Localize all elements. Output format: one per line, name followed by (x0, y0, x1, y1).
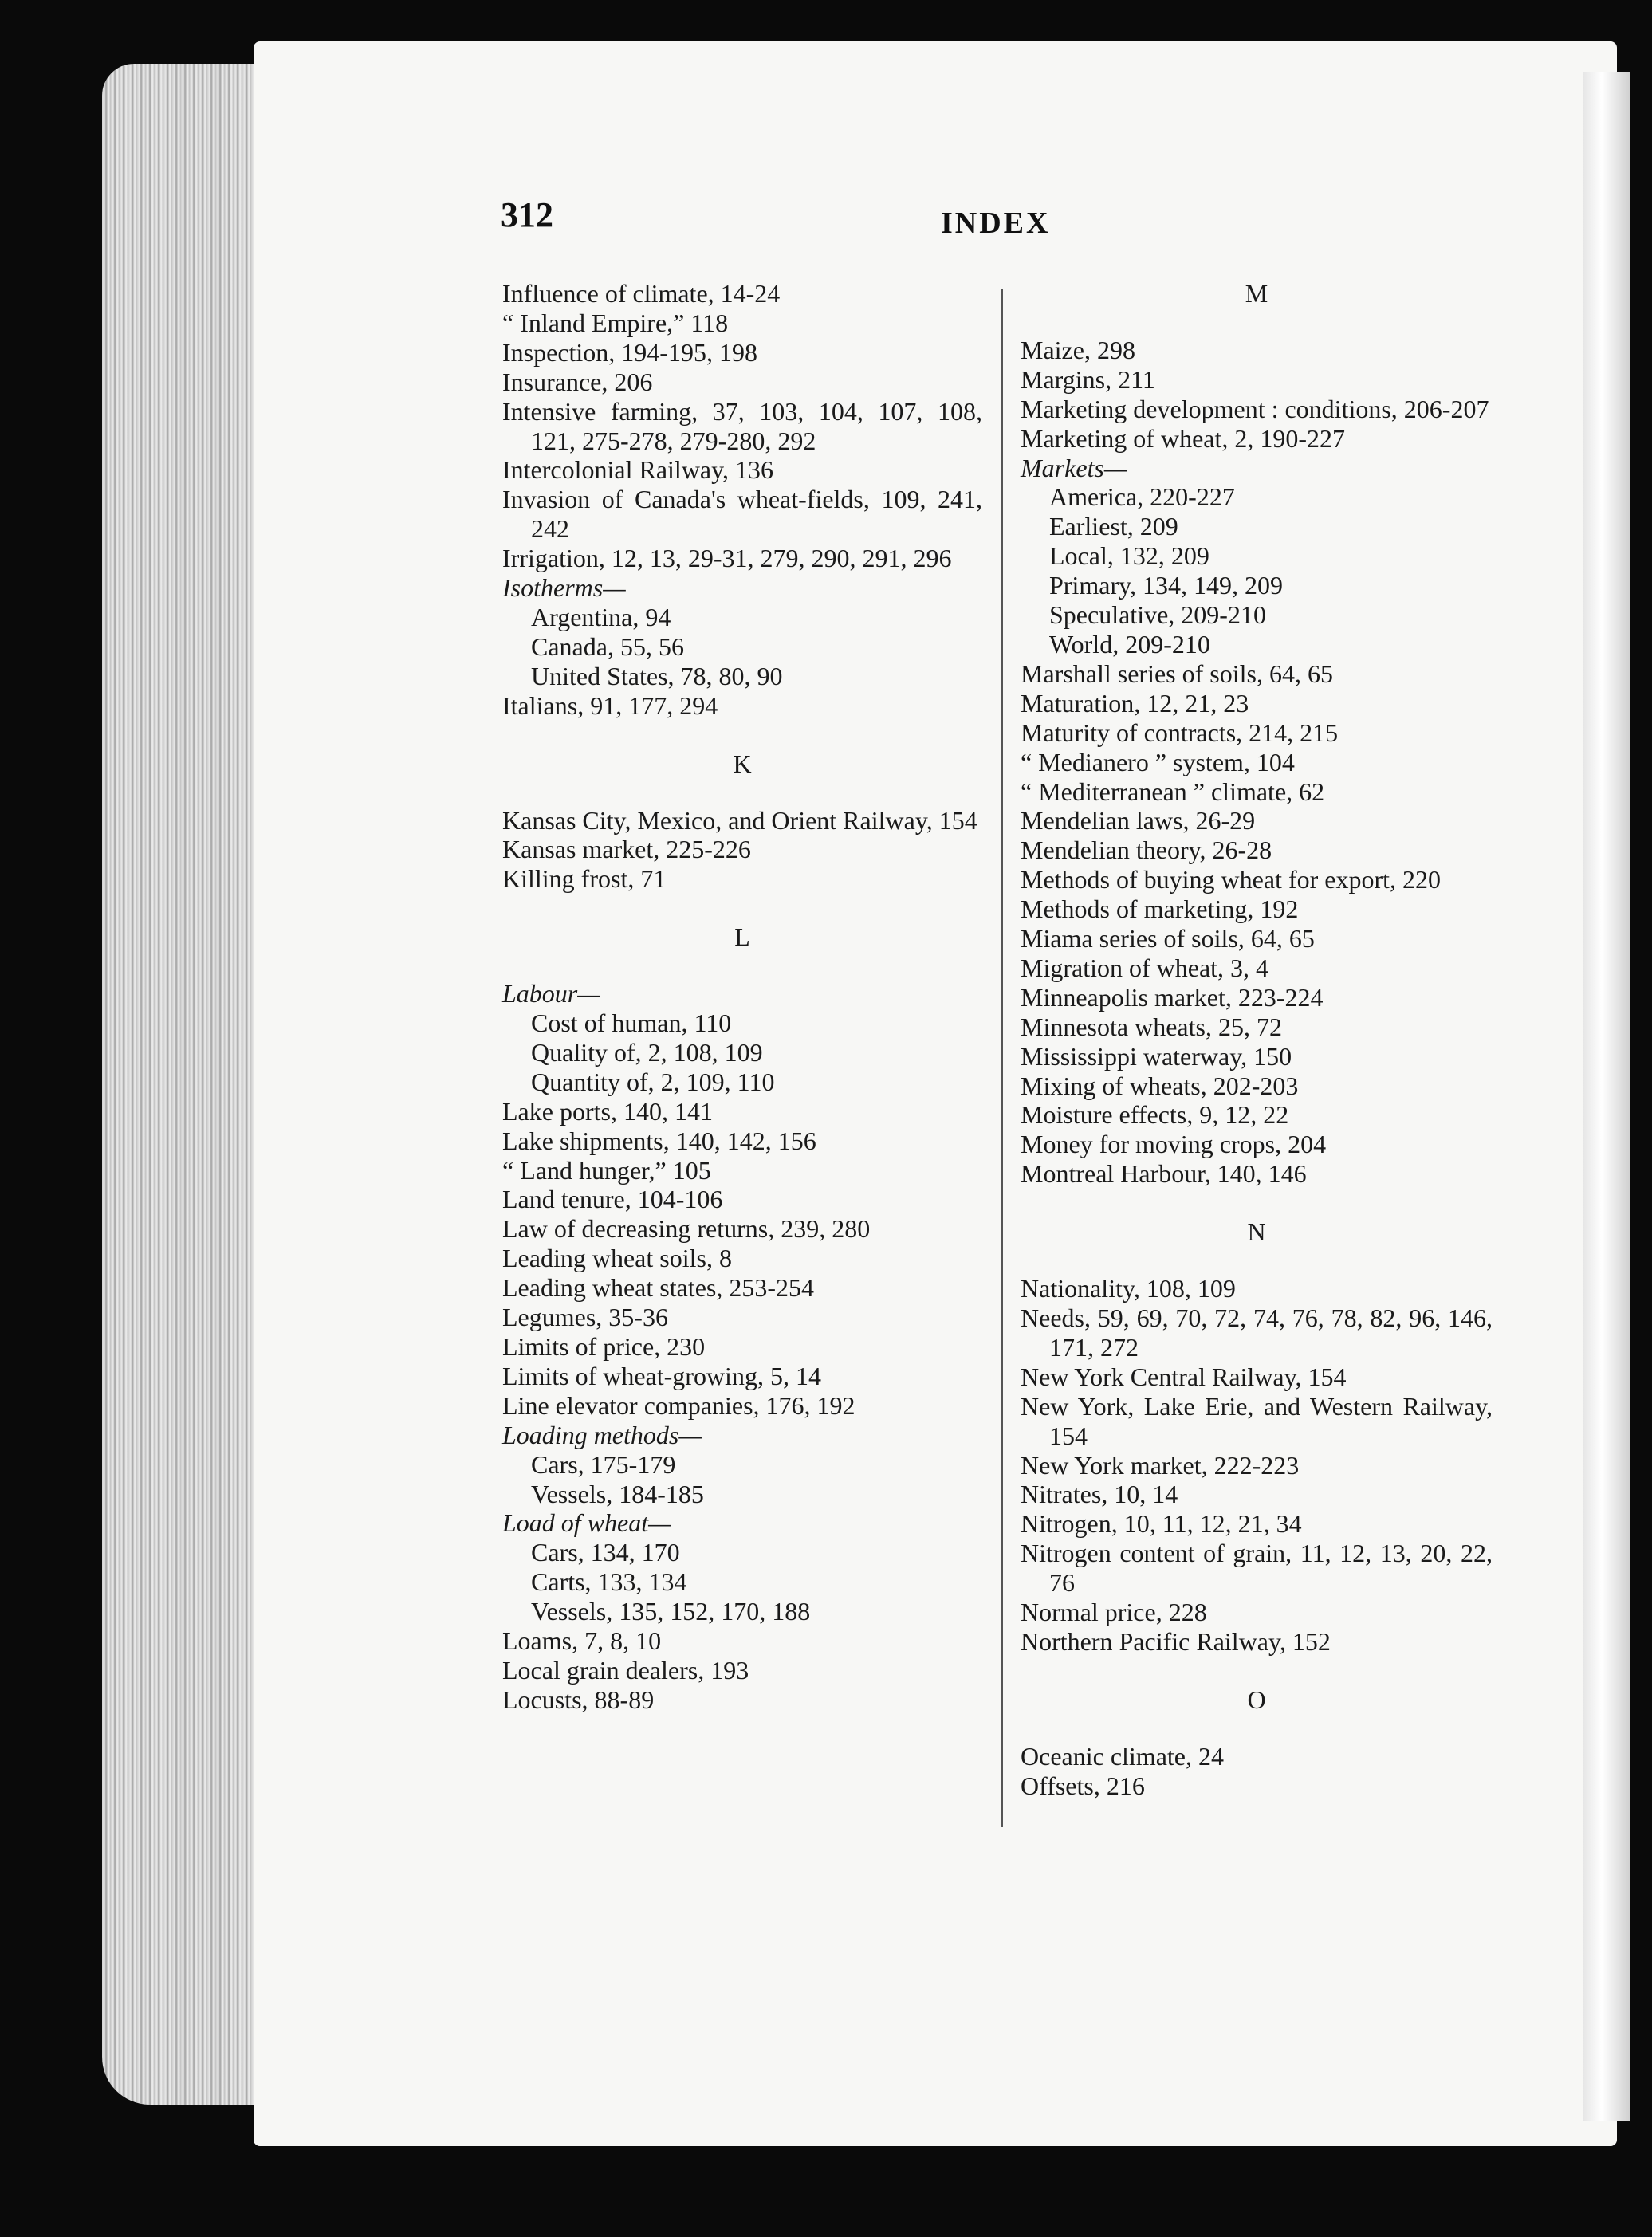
index-entry: Mendelian theory, 26-28 (1021, 835, 1272, 865)
index-entry: Minneapolis market, 223-224 (1021, 982, 1324, 1012)
index-entry: Nitrogen content of grain, 11, 12, 13, 20, 22, 76 (1021, 1539, 1493, 1598)
section-letter: M (1245, 279, 1268, 308)
index-entry: Offsets, 216 (1021, 1771, 1145, 1800)
index-entry: Leading wheat states, 253-254 (502, 1273, 814, 1303)
index-entry: Loams, 7, 8, 10 (502, 1626, 662, 1656)
index-entry: New York, Lake Erie, and Western Railway, 154 (1021, 1391, 1493, 1450)
index-subentry: Quality of, 2, 108, 109 (531, 1037, 763, 1067)
index-subentry: Earliest, 209 (1049, 512, 1178, 541)
index-entry: Irrigation, 12, 13, 29-31, 279, 290, 291, 296 (502, 544, 952, 573)
running-head: INDEX (941, 206, 1051, 240)
index-entry: Mixing of wheats, 202-203 (1021, 1071, 1299, 1100)
index-entry: Lake ports, 140, 141 (502, 1096, 713, 1126)
index-entry: Moisture effects, 9, 12, 22 (1021, 1100, 1289, 1130)
index-subentry: Quantity of, 2, 109, 110 (531, 1067, 775, 1096)
index-entry: Minnesota wheats, 25, 72 (1021, 1012, 1282, 1041)
section-letter: N (1247, 1217, 1266, 1247)
index-entry: Leading wheat soils, 8 (502, 1244, 732, 1273)
index-entry: Marketing development : conditions, 206-207 (1021, 394, 1489, 423)
section-letter: O (1247, 1685, 1266, 1714)
index-heading: Loading methods— (502, 1420, 702, 1449)
index-entry: Mendelian laws, 26-29 (1021, 806, 1256, 835)
section-letter: L (734, 922, 750, 952)
index-subentry: America, 220-227 (1049, 482, 1235, 512)
index-entry: Northern Pacific Railway, 152 (1021, 1626, 1331, 1656)
index-entry: Needs, 59, 69, 70, 72, 74, 76, 78, 82, 96, 146, 171, 272 (1021, 1303, 1493, 1362)
index-entry: Margins, 211 (1021, 364, 1155, 394)
index-subentry: Cost of human, 110 (531, 1008, 732, 1038)
index-entry: Methods of marketing, 192 (1021, 894, 1299, 924)
index-heading: Markets— (1021, 453, 1127, 482)
index-entry: Intercolonial Railway, 136 (502, 455, 774, 485)
index-entry: Money for moving crops, 204 (1021, 1130, 1327, 1159)
index-entry: Lake shipments, 140, 142, 156 (502, 1126, 816, 1155)
index-heading: Load of wheat— (502, 1508, 671, 1538)
index-entry: Intensive farming, 37, 103, 104, 107, 108, 121, 275-278, 279-280, 292 (502, 396, 982, 455)
index-entry: Limits of price, 230 (502, 1332, 706, 1361)
index-subentry: Vessels, 135, 152, 170, 188 (531, 1597, 811, 1626)
index-entry: “ Inland Empire,” 118 (502, 308, 729, 337)
index-entry: Local grain dealers, 193 (502, 1655, 749, 1685)
index-entry: Nitrogen, 10, 11, 12, 21, 34 (1021, 1509, 1302, 1539)
index-entry: Marketing of wheat, 2, 190-227 (1021, 423, 1346, 453)
index-entry: Maize, 298 (1021, 335, 1135, 364)
index-entry: Law of decreasing returns, 239, 280 (502, 1214, 871, 1244)
index-entry: Kansas City, Mexico, and Orient Railway, 154 (502, 805, 977, 835)
section-letter: K (733, 749, 752, 778)
index-entry: Marshall series of soils, 64, 65 (1021, 659, 1333, 688)
index-heading: Isotherms— (502, 573, 626, 603)
index-entry: “ Mediterranean ” climate, 62 (1021, 776, 1325, 806)
index-entry: Line elevator companies, 176, 192 (502, 1390, 856, 1420)
page-number: 312 (501, 195, 553, 234)
index-entry: “ Land hunger,” 105 (502, 1155, 711, 1185)
facing-page-edge (1583, 72, 1630, 2121)
index-entry: Influence of climate, 14-24 (502, 279, 781, 308)
index-column-right (1021, 279, 1493, 1801)
index-subentry: Speculative, 209-210 (1049, 600, 1266, 630)
index-entry: Mississippi waterway, 150 (1021, 1041, 1292, 1071)
index-entry: Nationality, 108, 109 (1021, 1274, 1236, 1303)
index-subentry: Primary, 134, 149, 209 (1049, 571, 1284, 600)
index-subentry: Local, 132, 209 (1049, 541, 1210, 571)
index-entry: “ Medianero ” system, 104 (1021, 747, 1295, 776)
index-subentry: Canada, 55, 56 (531, 631, 684, 661)
index-subentry: Argentina, 94 (531, 602, 671, 631)
index-entry: Legumes, 35-36 (502, 1303, 668, 1332)
index-entry: Miama series of soils, 64, 65 (1021, 924, 1315, 953)
index-entry: Kansas market, 225-226 (502, 835, 751, 864)
index-column-left (502, 279, 982, 1715)
column-divider (1001, 289, 1003, 1827)
index-entry: New York market, 222-223 (1021, 1450, 1300, 1480)
index-entry: Italians, 91, 177, 294 (502, 690, 718, 720)
index-entry: Inspection, 194-195, 198 (502, 337, 757, 367)
index-entry: Insurance, 206 (502, 367, 653, 396)
index-entry: Normal price, 228 (1021, 1598, 1207, 1627)
index-heading: Labour— (502, 979, 600, 1008)
index-subentry: Cars, 134, 170 (531, 1538, 680, 1567)
index-entry: Maturity of contracts, 214, 215 (1021, 717, 1339, 747)
index-subentry: Carts, 133, 134 (531, 1567, 687, 1597)
index-subentry: World, 209-210 (1049, 629, 1210, 659)
index-subentry: Cars, 175-179 (531, 1449, 676, 1479)
index-entry: Methods of buying wheat for export, 220 (1021, 865, 1442, 894)
index-entry: Locusts, 88-89 (502, 1685, 655, 1714)
page-edge-stack (102, 64, 262, 2105)
index-entry: Land tenure, 104-106 (502, 1185, 723, 1214)
index-subentry: Vessels, 184-185 (531, 1479, 704, 1508)
index-entry: Invasion of Canada's wheat-fields, 109, 241, 242 (502, 485, 982, 544)
index-entry: Limits of wheat-growing, 5, 14 (502, 1361, 821, 1390)
index-subentry: United States, 78, 80, 90 (531, 661, 783, 690)
index-entry: Migration of wheat, 3, 4 (1021, 953, 1269, 982)
index-entry: New York Central Railway, 154 (1021, 1362, 1347, 1391)
index-entry: Montreal Harbour, 140, 146 (1021, 1159, 1307, 1189)
index-entry: Maturation, 12, 21, 23 (1021, 688, 1249, 717)
index-entry: Oceanic climate, 24 (1021, 1741, 1224, 1771)
index-entry: Killing frost, 71 (502, 864, 667, 894)
index-entry: Nitrates, 10, 14 (1021, 1480, 1178, 1509)
